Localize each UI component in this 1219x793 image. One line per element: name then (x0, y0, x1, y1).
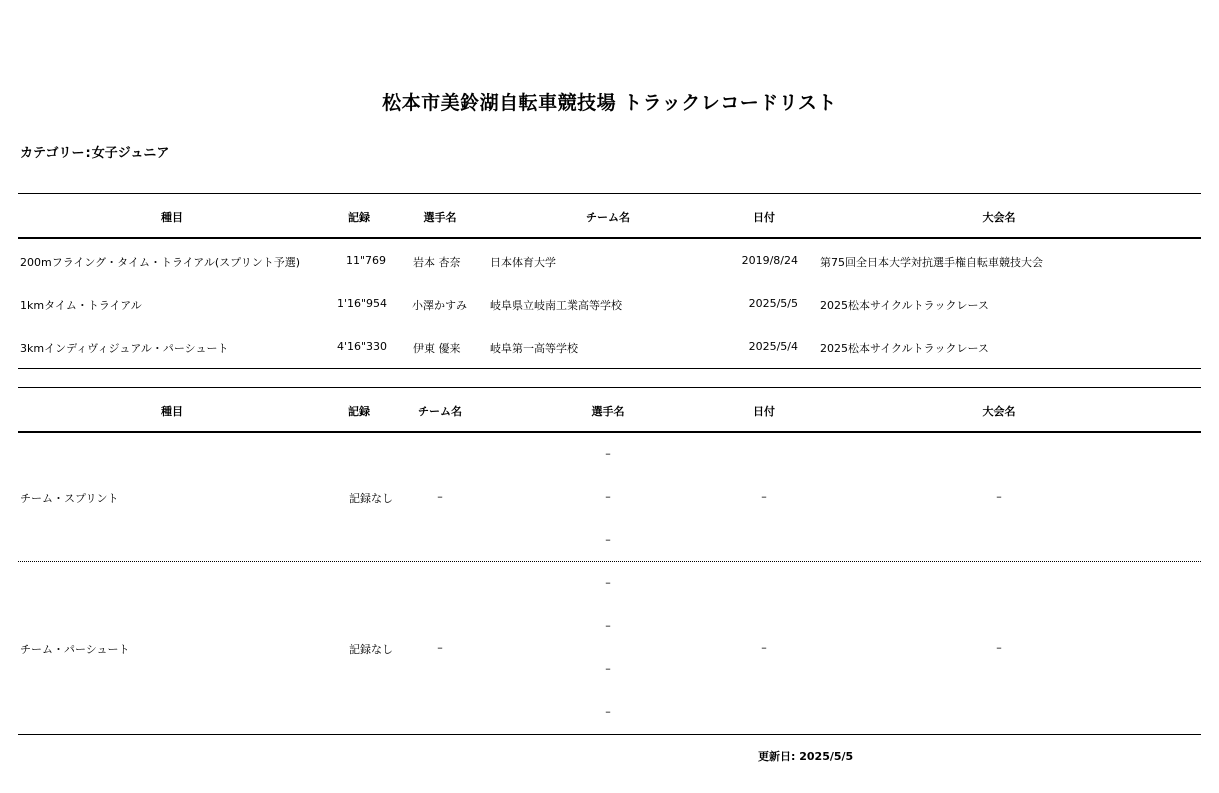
table-row (18, 282, 1201, 325)
category-value: 女子ジュニア (91, 146, 170, 161)
athlete-name: – (605, 662, 611, 675)
header-event: 種目 (161, 405, 183, 418)
header-athlete: 選手名 (591, 405, 625, 418)
table-row (18, 562, 1201, 734)
header-team: チーム名 (418, 405, 462, 418)
header-date: 日付 (753, 405, 775, 418)
header-record: 記録 (348, 211, 370, 224)
athlete-name: – (605, 705, 611, 718)
updated-separator: : (791, 750, 796, 763)
record-value: 4'16"330 (336, 340, 388, 353)
updated-value: 2025/5/5 (799, 750, 854, 763)
header-date: 日付 (753, 211, 775, 224)
updated-label: 更新日 (758, 750, 791, 763)
table-header (18, 388, 1201, 433)
event-name: チーム・パーシュート (20, 643, 130, 656)
record-value: 記録なし (349, 492, 393, 505)
athlete-name: – (605, 576, 611, 589)
date-value: – (761, 490, 767, 503)
event-name: 200mフライング・タイム・トライアル(スプリント予選) (20, 256, 300, 269)
updated-date (758, 748, 853, 764)
date-value: 2025/5/4 (748, 340, 798, 353)
event-name: 1kmタイム・トライアル (20, 299, 142, 312)
athlete-name: – (605, 490, 611, 503)
individual-records-table (18, 193, 1201, 369)
athlete-name: – (605, 619, 611, 632)
header-record: 記録 (348, 405, 370, 418)
athlete-name: – (605, 533, 611, 546)
category-label (20, 142, 169, 161)
event-name: 3kmインディヴィジュアル・パーシュート (20, 342, 229, 355)
header-meet: 大会名 (982, 405, 1016, 418)
date-value: 2019/8/24 (741, 254, 798, 267)
athlete-name: 伊東 優来 (413, 342, 461, 355)
page-title: 松本市美鈴湖自転車競技場 トラックレコードリスト (382, 92, 837, 114)
team-name: 日本体育大学 (490, 256, 556, 269)
meet-name: 2025松本サイクルトラックレース (820, 342, 989, 355)
category-key: カテゴリー (20, 146, 85, 161)
table-row (18, 433, 1201, 562)
athlete-name: 小澤かすみ (412, 299, 467, 312)
table-row (18, 239, 1201, 282)
record-value: 11"769 (345, 254, 387, 267)
header-event: 種目 (161, 211, 183, 224)
team-name: 岐阜県立岐南工業高等学校 (490, 299, 622, 312)
meet-name: 2025松本サイクルトラックレース (820, 299, 989, 312)
meet-name: – (996, 490, 1002, 503)
team-name: – (437, 641, 443, 654)
team-records-table (18, 387, 1201, 735)
record-value: 記録なし (349, 643, 393, 656)
meet-name: – (996, 641, 1002, 654)
date-value: 2025/5/5 (748, 297, 798, 310)
team-name: – (437, 490, 443, 503)
event-name: チーム・スプリント (20, 492, 119, 505)
table-row (18, 325, 1201, 368)
table-header (18, 194, 1201, 239)
header-athlete: 選手名 (423, 211, 457, 224)
record-value: 1'16"954 (336, 297, 388, 310)
category-separator: : (85, 146, 91, 161)
date-value: – (761, 641, 767, 654)
athlete-name: – (605, 447, 611, 460)
header-team: チーム名 (586, 211, 630, 224)
team-name: 岐阜第一高等学校 (490, 342, 578, 355)
header-meet: 大会名 (982, 211, 1016, 224)
meet-name: 第75回全日本大学対抗選手権自転車競技大会 (820, 256, 1043, 269)
athlete-name: 岩本 杏奈 (413, 256, 461, 269)
